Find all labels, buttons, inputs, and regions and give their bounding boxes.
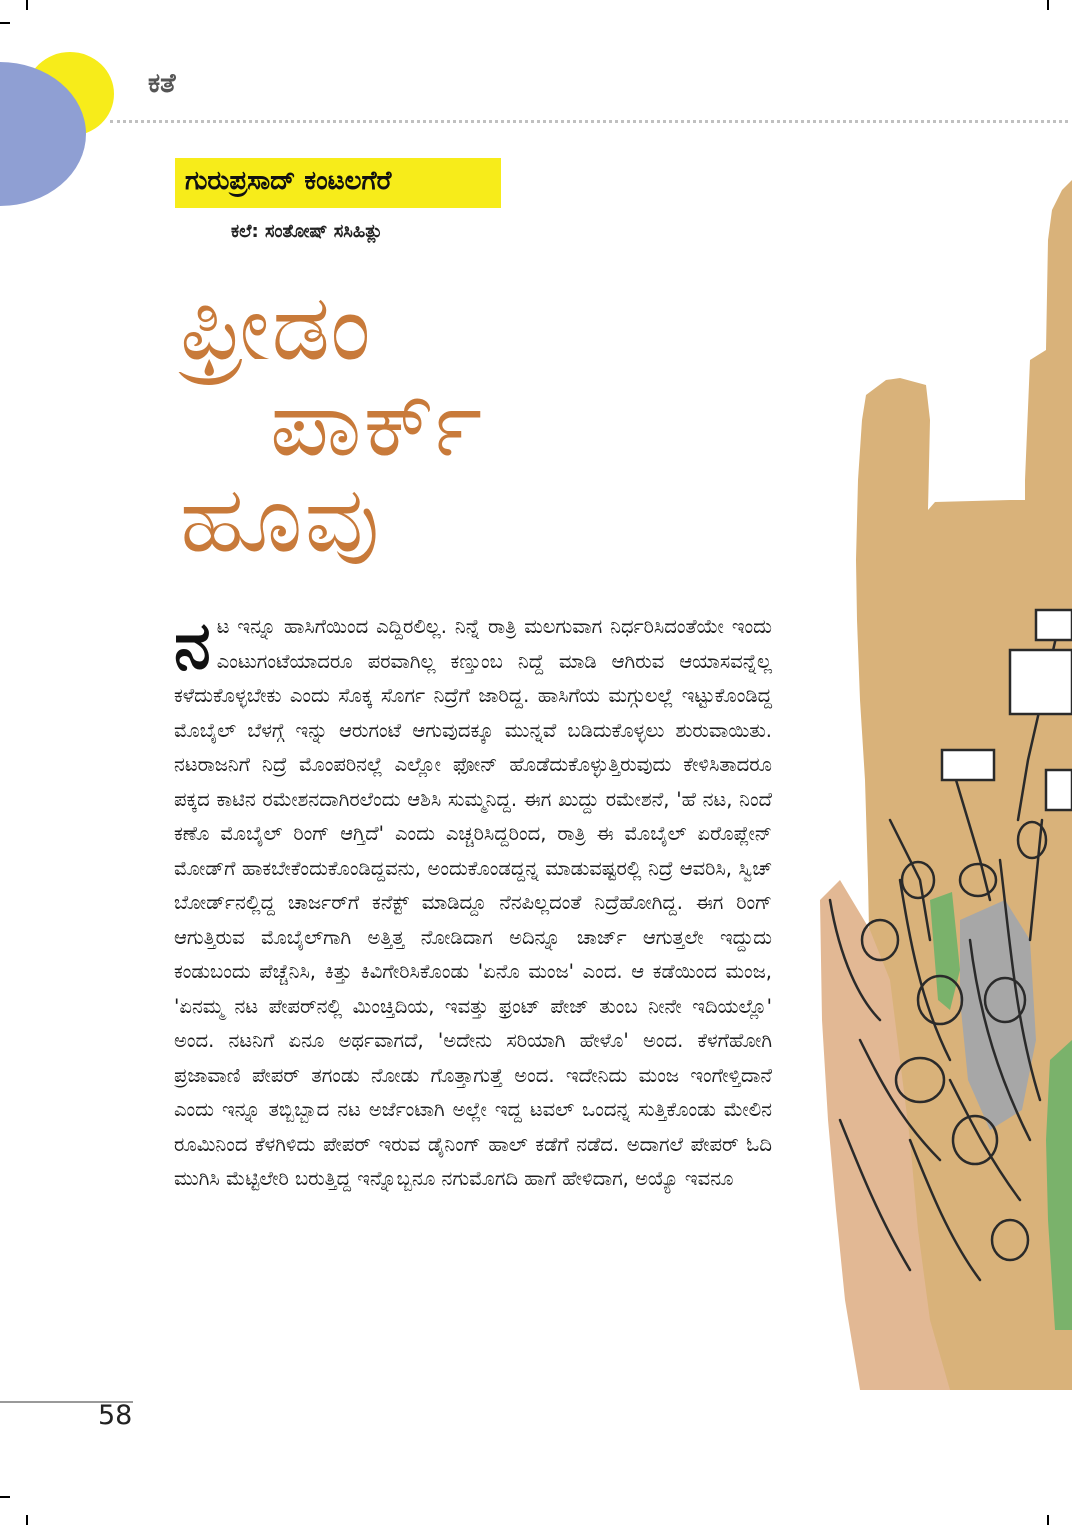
placard <box>942 750 994 780</box>
white-building-notch <box>930 380 1025 500</box>
placard <box>1036 610 1072 640</box>
section-label: ಕತೆ <box>148 68 176 99</box>
crop-mark <box>0 1496 10 1498</box>
story-title-line-1: ಫ್ರೀಡಂ <box>180 274 373 381</box>
story-body <box>174 607 772 1197</box>
placard <box>1046 770 1072 810</box>
crop-mark <box>1047 1515 1049 1525</box>
illustration-credit: ಕಲೆ: ಸಂತೋಷ್ ಸಸಿಹಿತ್ಲು <box>231 221 383 242</box>
drop-cap: ನ <box>174 607 211 684</box>
crop-mark <box>26 0 28 10</box>
crop-mark <box>1047 0 1049 10</box>
story-paragraph: ಟ ಇನ್ನೂ ಹಾಸಿಗೆಯಿಂದ ಎದ್ದಿರಲಿಲ್ಲ. ನಿನ್ನೆ ರಾತ್ರಿ ಮಲಗುವಾಗ ನಿರ್ಧರಿಸಿದಂತೆಯೇ ಇಂದು ಎಂಟುಗಂಟೆಯಾದರೂ ಪರವಾಗಿಲ್ಲ ಕಣ್ತುಂಬ ನಿದ್ದೆ ಮಾಡಿ ಆಗಿರುವ ಆಯಾಸವನ್ನೆಲ್ಲ ಕಳೆದುಕೊಳ್ಳಬೇಕು ಎಂದು ಸೊಕ್ಕ ಸೊರ್ಗ ನಿದ್ರೆಗೆ ಜಾರಿದ್ದ. ಹಾಸಿಗೆಯ ಮಗ್ಗುಲಲ್ಲೆ ಇಟ್ಟುಕೊಂಡಿದ್ದ ಮೊಬೈಲ್ ಬೆಳಗ್ಗೆ ಇನ್ನು ಆರುಗಂಟೆ ಆಗುವುದಕ್ಕೂ ಮುನ್ನವೆ ಬಡಿದುಕೊಳ್ಳಲು ಶುರುವಾಯಿತು. ನಟರಾಜನಿಗೆ ನಿದ್ರೆ ಮೊಂಪರಿನಲ್ಲೆ ಎಲ್ಲೋ ಫೋನ್ ಹೊಡೆದುಕೊಳ್ಳುತ್ತಿರುವುದು ಕೇಳಿಸಿತಾದರೂ ಪಕ್ಕದ ಕಾಟಿನ ರಮೇಶನದಾಗಿರಲೆಂದು ಆಶಿಸಿ ಸುಮ್ಮನಿದ್ದ. ಈಗ ಖುದ್ದು ರಮೇಶನೆ, 'ಹೆ ನಟ, ನಿಂದೆ ಕಣೊ ಮೊಬೈಲ್ ರಿಂಗ್ ಆಗ್ತಿದೆ' ಎಂದು ಎಚ್ಚರಿಸಿದ್ದರಿಂದ, ರಾತ್ರಿ ಈ ಮೊಬೈಲ್ ಏರೊಪ್ಲೇನ್ ಮೋಡ್‌ಗೆ ಹಾಕಬೇಕೆಂದುಕೊಂಡಿದ್ದವನು, ಅಂದುಕೊಂಡದ್ದನ್ನ ಮಾಡುವಷ್ಟರಲ್ಲಿ ನಿದ್ರೆ ಆವರಿಸಿ, ಸ್ವಿಚ್ ಬೋರ್ಡ್‌ನಲ್ಲಿದ್ದ ಚಾರ್ಜರ್‌ಗೆ ಕನೆಕ್ಟ್ ಮಾಡಿದ್ದೂ ನೆನಪಿಲ್ಲದಂತೆ ನಿದ್ರೆಹೋಗಿದ್ದ. ಈಗ ರಿಂಗ್ ಆಗುತ್ತಿರುವ ಮೊಬೈಲ್‌ಗಾಗಿ ಅತ್ತಿತ್ತ ನೋಡಿದಾಗ ಅದಿನ್ನೂ ಚಾರ್ಜ್ ಆಗುತ್ತಲೇ ಇದ್ದುದು ಕಂಡುಬಂದು ಪೆಚ್ಚೆನಿಸಿ, ಕಿತ್ತು ಕಿವಿಗೇರಿಸಿಕೊಂಡು 'ಏನೊ ಮಂಜ' ಎಂದ. ಆ ಕಡೆಯಿಂದ ಮಂಜ, 'ಏನಮ್ಮ ನಟ ಪೇಪರ್‌ನಲ್ಲಿ ಮಿಂಚ್ತಿದಿಯ, ಇವತ್ತು ಫ್ರಂಟ್ ಪೇಜ್ ತುಂಬ ನೀನೇ ಇದಿಯಲ್ಲೊ' ಅಂದ. ನಟನಿಗೆ ಏನೂ ಅರ್ಥವಾಗದೆ, 'ಅದೇನು ಸರಿಯಾಗಿ ಹೇಳೊ' ಅಂದ. ಕೆಳಗೆಹೋಗಿ ಪ್ರಜಾವಾಣಿ ಪೇಪರ್ ತಗಂಡು ನೋಡು ಗೊತ್ತಾಗುತ್ತೆ ಅಂದ. ಇದೇನಿದು ಮಂಜ ಇಂಗೇಳ್ತಿದಾನೆ ಎಂದು ಇನ್ನೂ ತಬ್ಬಿಬ್ಬಾದ ನಟ ಅರ್ಜೆಂಟಾಗಿ ಅಲ್ಲೇ ಇದ್ದ ಟವಲ್ ಒಂದನ್ನ ಸುತ್ತಿಕೊಂಡು ಮೇಲಿನ ರೂಮಿನಿಂದ ಕೆಳಗಿಳಿದು ಪೇಪರ್ ಇರುವ ಡೈನಿಂಗ್ ಹಾಲ್ ಕಡೆಗೆ ನಡೆದ. ಅದಾಗಲೆ ಪೇಪರ್ ಓದಿ ಮುಗಿಸಿ ಮೆಟ್ಟಿಲೇರಿ ಬರುತ್ತಿದ್ದ ಇನ್ನೊಬ್ಬನೂ ನಗುಮೊಗದಿ ಹಾಗೆ ಹೇಳಿದಾಗ, ಅಯ್ಯೊ ಇವನೂ <box>174 615 772 1190</box>
protest-crowd-illustration <box>800 180 1072 1390</box>
placard <box>1010 650 1072 714</box>
page-number: 58 <box>98 1400 133 1431</box>
crop-mark <box>0 22 10 24</box>
story-title-line-3: ಹೂವು <box>180 466 382 573</box>
author-name: ಗುರುಪ್ರಸಾದ್ ಕಂಟಲಗೆರೆ <box>175 158 501 208</box>
story-title-line-2: ಪಾರ್ಕ್ <box>270 370 485 477</box>
dotted-divider <box>110 120 1068 123</box>
crop-mark <box>26 1515 28 1525</box>
